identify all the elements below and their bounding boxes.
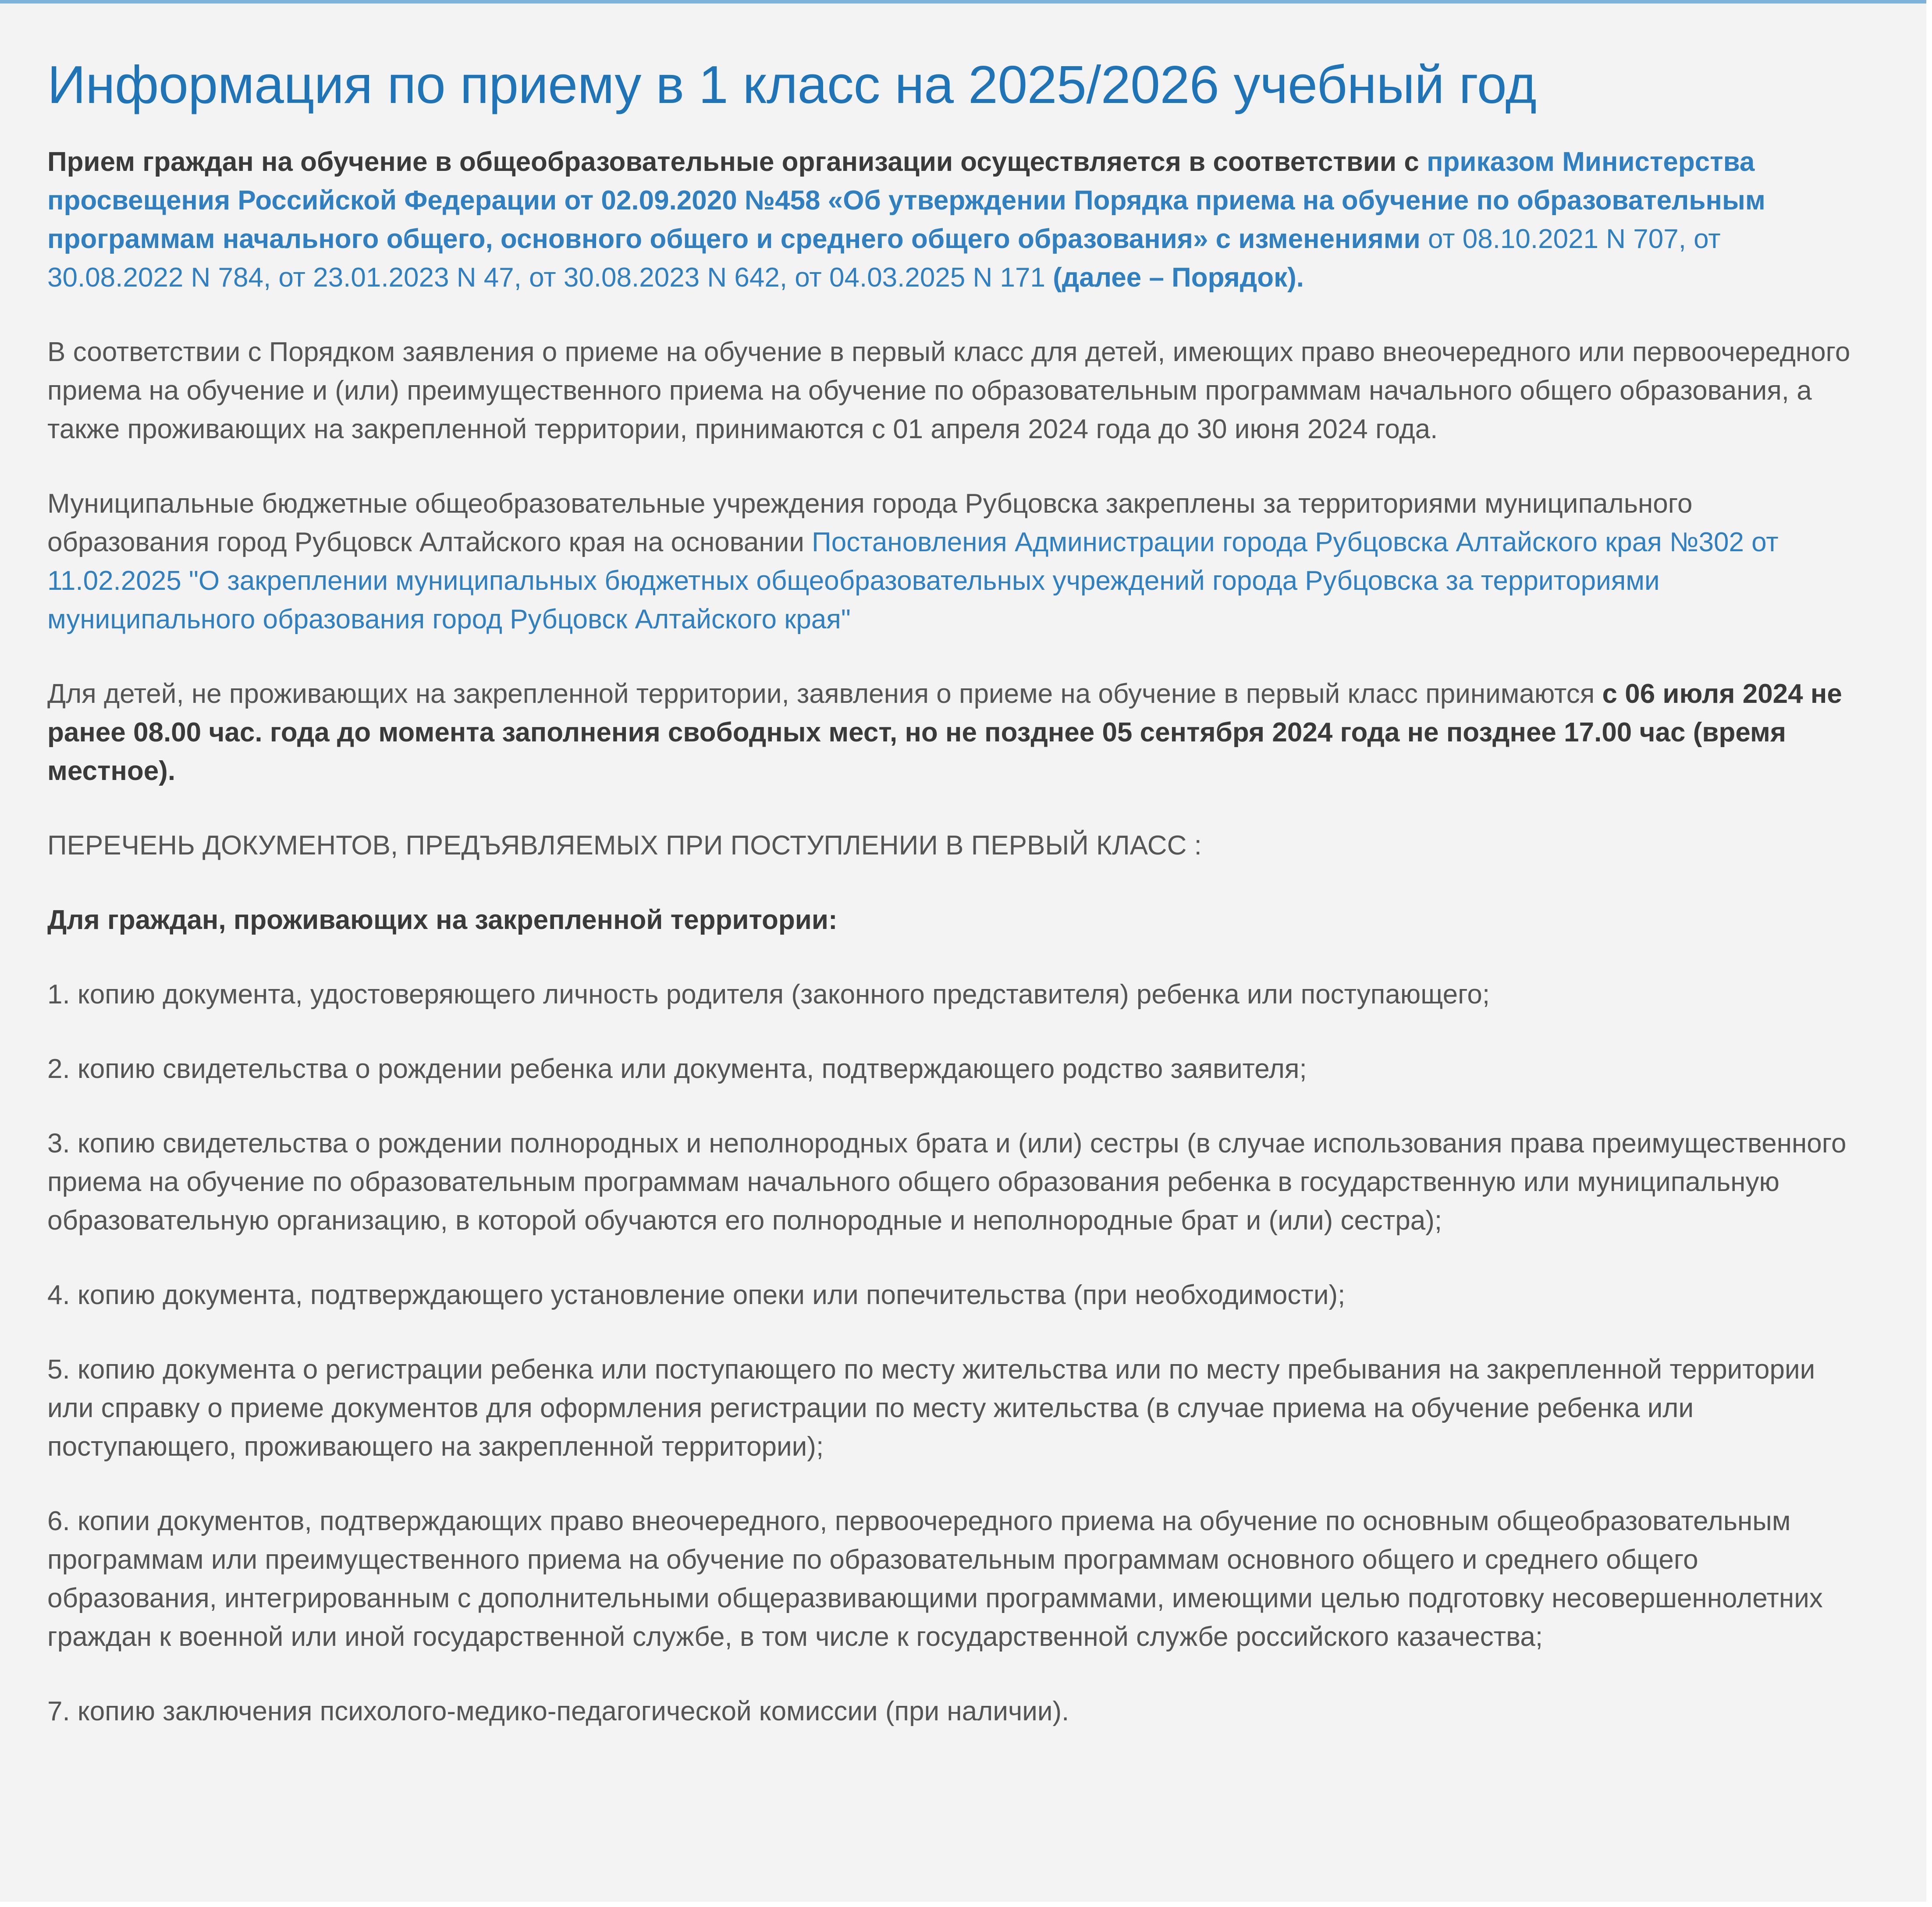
territories-text: Муниципальные бюджетные общеобразовательные учреждения города Рубцовска закреплены за территориями муниципального образования город Рубцовск Алтайского края на основании	[47, 489, 1693, 557]
paragraph-application-dates: В соответствии с Порядком заявления о приеме на обучение в первый класс для детей, имеющих право внеочередного или первоочередного приема на обучение и (или) преимущественного приема на обучение по образовательным программам начального общего образования, а также проживающих на закрепленной территории, принимаются с 01 апреля 2024 года до 30 июня 2024 года.	[47, 337, 1850, 444]
document-item-1: 1. копию документа, удостоверяющего личность родителя (законного представителя) ребенка или поступающего;	[47, 979, 1490, 1010]
amendments-link[interactable]: от 08.10.2021 N 707, от 30.08.2022 N 784, от 23.01.2023 N 47, от 30.08.2023 N 642, от 04.03.2025 N 171	[47, 224, 1721, 293]
document-item-3: 3. копию свидетельства о рождении полнородных и неполнородных брата и (или) сестры (в случае использования права преимущественного приема на обучение по образовательным программам начального общего образования ребенка в государственную или муниципальную образовательную организацию, в которой обучаются его полнородные и неполнородные брат и (или) сестра);	[47, 1128, 1847, 1236]
legal-basis-text: Прием граждан на обучение в общеобразовательные организации осуществляется в соответствии с	[47, 147, 1427, 177]
order-link[interactable]: приказом Министерства просвещения Российской Федерации от 02.09.2020 №458 «Об утверждении Порядка приема на обучение по образовательным программам начального общего, основного общего и среднего общего образования» с изменениями	[47, 147, 1765, 254]
document-item-4: 4. копию документа, подтверждающего установление опеки или попечительства (при необходимости);	[47, 1280, 1346, 1310]
paragraph-non-resident	[47, 675, 1857, 790]
documents-heading: ПЕРЕЧЕНЬ ДОКУМЕНТОВ, ПРЕДЪЯВЛЯЕМЫХ ПРИ ПОСТУПЛЕНИИ В ПЕРВЫЙ КЛАСС :	[47, 830, 1202, 861]
residents-subheading: Для граждан, проживающих на закрепленной территории:	[47, 905, 838, 935]
non-resident-dates: с 06 июля 2024 не ранее 08.00 час. года до момента заполнения свободных мест, но не позднее 05 сентября 2024 года не позднее 17.00 час (время местное).	[47, 679, 1842, 786]
page-title: Информация по приему в 1 класс на 2025/2026 учебный год	[47, 55, 1537, 114]
paragraph-territories	[47, 485, 1857, 639]
document-item-7: 7. копию заключения психолого-медико-педагогической комиссии (при наличии).	[47, 1696, 1069, 1726]
document-item-2: 2. копию свидетельства о рождении ребенка или документа, подтверждающего родство заявителя;	[47, 1054, 1307, 1084]
document-item-6: 6. копии документов, подтверждающих право внеочередного, первоочередного приема на обучение по основным общеобразовательным программам или преимущественного приема на обучение по образовательным программам основного общего и среднего общего образования, интегрированным с дополнительными общеразвивающими программами, имеющими целью подготовку несовершеннолетних граждан к военной или иной государственной службе, в том числе к государственной службе российского казачества;	[47, 1506, 1823, 1652]
procedure-note: (далее – Порядок).	[1045, 262, 1304, 293]
non-resident-text: Для детей, не проживающих на закрепленной территории, заявления о приеме на обучение в первый класс принимаются	[47, 679, 1602, 709]
article	[47, 47, 1857, 1767]
document-item-5: 5. копию документа о регистрации ребенка или поступающего по месту жительства или по месту пребывания на закрепленной территории или справку о приеме документов для оформления регистрации по месту жительства (в случае приема на обучение ребенка или поступающего, проживающего на закрепленной территории);	[47, 1354, 1815, 1462]
resolution-link[interactable]: Постановления Администрации города Рубцовска Алтайского края №302 от 11.02.2025 "О закреплении муниципальных бюджетных общеобразовательных учреждений города Рубцовска за территориями муниципального образования город Рубцовск Алтайского края"	[47, 527, 1779, 634]
paragraph-legal-basis	[47, 143, 1857, 297]
